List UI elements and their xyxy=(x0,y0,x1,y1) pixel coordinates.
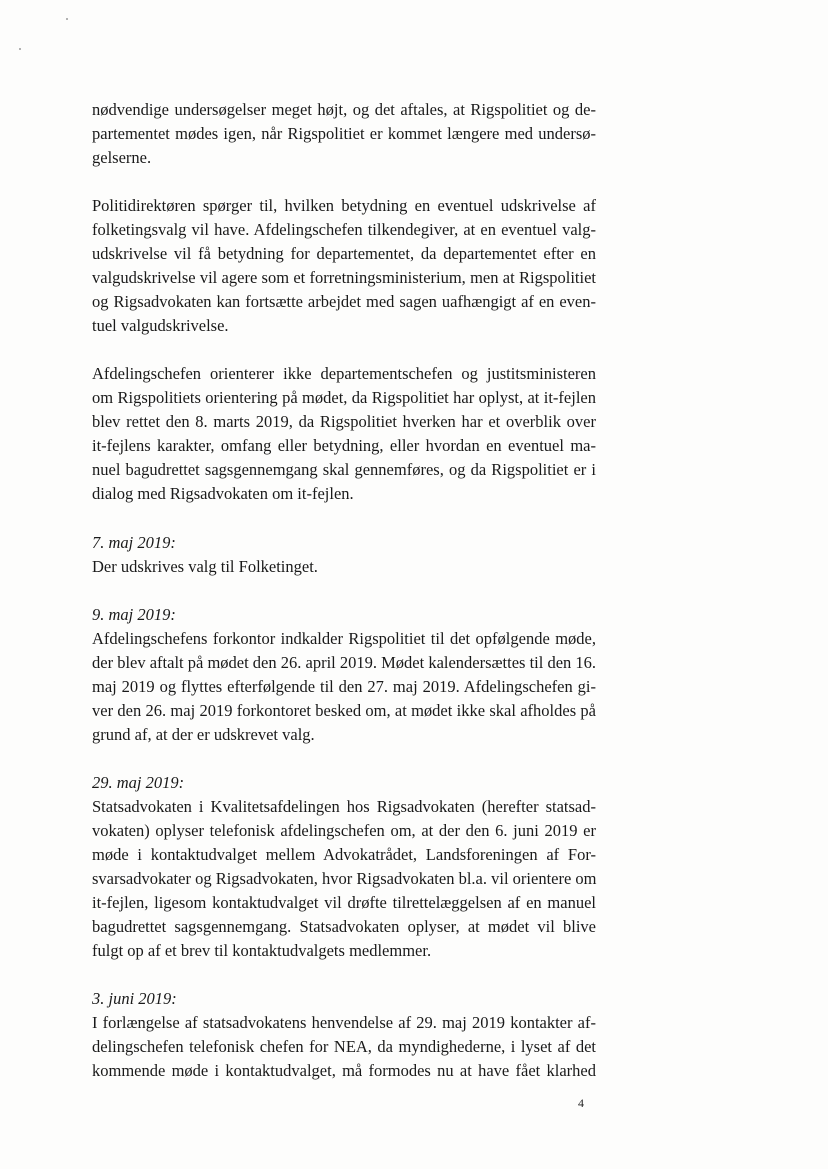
entry-3-line-5: it-fejlen, ligesom kontaktudvalget vil drøfte tilrettelæggelsen af en manuel xyxy=(92,893,596,912)
paragraph-1-line-1: nødvendige undersøgelser meget højt, og det aftales, at Rigspolitiet og de- xyxy=(92,100,596,119)
entry-3-line-1: Statsadvokaten i Kvalitetsafdelingen hos Rigsadvokaten (herefter statsad- xyxy=(92,797,596,816)
entry-3-line-2: vokaten) oplyser telefonisk afdelingschefen om, at der den 6. juni 2019 er xyxy=(92,821,596,840)
paragraph-2-line-5: og Rigsadvokaten kan fortsætte arbejdet med sagen uafhængigt af en even- xyxy=(92,292,596,311)
entry-4-line-3: kommende møde i kontaktudvalget, må formodes nu at have fået klarhed xyxy=(92,1061,596,1080)
entry-4-line-1: I forlængelse af statsadvokatens henvendelse af 29. maj 2019 kontakter af- xyxy=(92,1013,596,1032)
paragraph-2-line-1: Politidirektøren spørger til, hvilken betydning en eventuel udskrivelse af xyxy=(92,196,596,215)
paragraph-2-line-6: tuel valgudskrivelse. xyxy=(92,316,229,335)
entry-4-date-heading: 3. juni 2019: xyxy=(92,989,177,1008)
paragraph-1-line-3: gelserne. xyxy=(92,148,152,167)
entry-2-line-4: ver den 26. maj 2019 forkontoret besked om, at mødet ikke skal afholdes på xyxy=(92,701,596,720)
entry-2-line-3: maj 2019 og flyttes efterfølgende til den 27. maj 2019. Afdelingschefen gi- xyxy=(92,677,596,696)
paragraph-2-line-2: folketingsvalg vil have. Afdelingschefen tilkendegiver, at en eventuel valg- xyxy=(92,220,596,239)
entry-1-line-1: Der udskrives valg til Folketinget. xyxy=(92,557,318,576)
paragraph-3-line-4: it-fejlens karakter, omfang eller betydning, eller hvordan en eventuel ma- xyxy=(92,436,596,455)
entry-1-date-heading: 7. maj 2019: xyxy=(92,533,176,552)
paragraph-3-line-6: dialog med Rigsadvokaten om it-fejlen. xyxy=(92,484,354,503)
paragraph-3-line-1: Afdelingschefen orienterer ikke departementschefen og justitsministeren xyxy=(92,364,596,383)
paragraph-2-line-3: udskrivelse vil få betydning for departementet, da departementet efter en xyxy=(92,244,596,263)
scan-speck xyxy=(66,18,68,20)
entry-3-date-heading: 29. maj 2019: xyxy=(92,773,185,792)
page-number: 4 xyxy=(578,1096,584,1110)
entry-3-line-7: fulgt op af et brev til kontaktudvalgets medlemmer. xyxy=(92,941,432,960)
paragraph-3-line-3: blev rettet den 8. marts 2019, da Rigspolitiet hverken har et overblik over xyxy=(92,412,596,431)
paragraph-3-line-2: om Rigspolitiets orientering på mødet, da Rigspolitiet har oplyst, at it-fejlen xyxy=(92,388,596,407)
entry-3-line-3: møde i kontaktudvalget mellem Advokatrådet, Landsforeningen af For- xyxy=(92,845,596,864)
entry-2-line-2: der blev aftalt på mødet den 26. april 2019. Mødet kalendersættes til den 16. xyxy=(92,653,597,672)
entry-2-line-1: Afdelingschefens forkontor indkalder Rigspolitiet til det opfølgende møde, xyxy=(92,629,596,648)
entry-2-date-heading: 9. maj 2019: xyxy=(92,605,176,624)
scan-speck xyxy=(19,48,21,50)
paragraph-2-line-4: valgudskrivelse vil agere som et forretningsministerium, men at Rigspolitiet xyxy=(92,268,596,287)
entry-3-line-4: svarsadvokater og Rigsadvokaten, hvor Rigsadvokaten bl.a. vil orientere om xyxy=(92,869,597,888)
entry-4-line-2: delingschefen telefonisk chefen for NEA, da myndighederne, i lyset af det xyxy=(92,1037,596,1056)
paragraph-3-line-5: nuel bagudrettet sagsgennemgang skal gennemføres, og da Rigspolitiet er i xyxy=(92,460,596,479)
entry-3-line-6: bagudrettet sagsgennemgang. Statsadvokaten oplyser, at mødet vil blive xyxy=(92,917,596,936)
entry-2-line-5: grund af, at der er udskrevet valg. xyxy=(92,725,315,744)
paragraph-1-line-2: partementet mødes igen, når Rigspolitiet er kommet længere med undersø- xyxy=(92,124,596,143)
